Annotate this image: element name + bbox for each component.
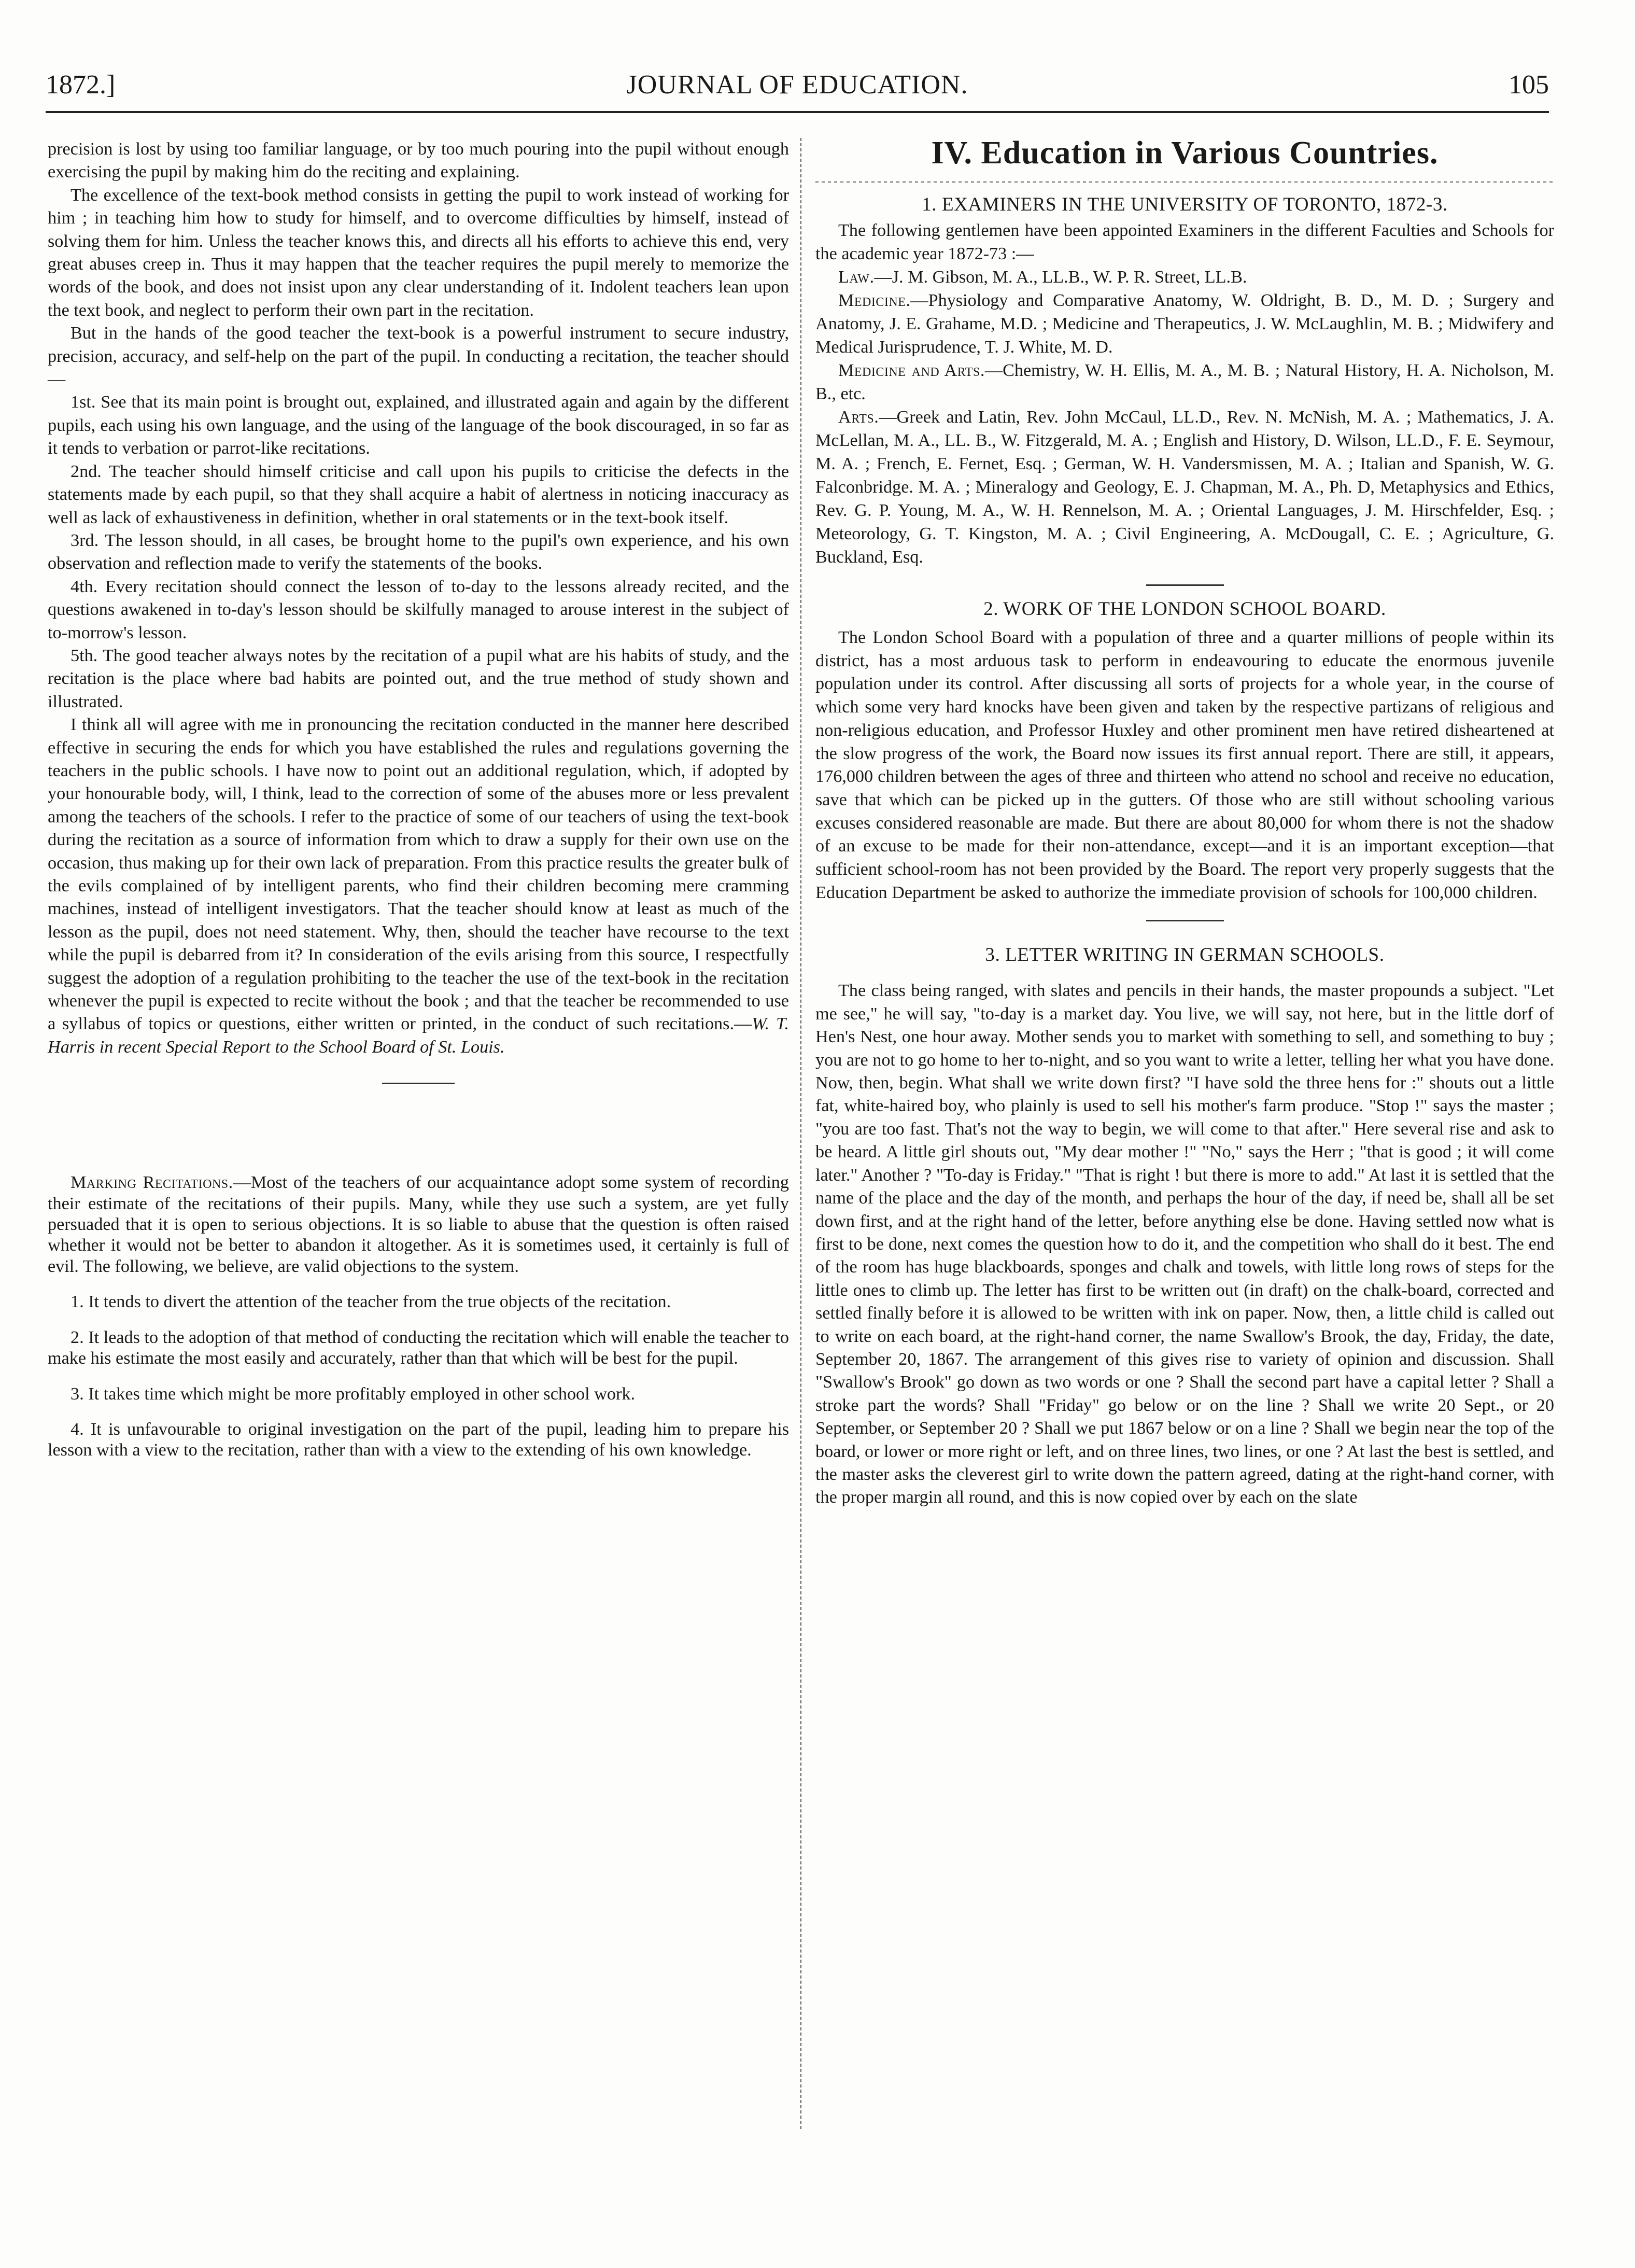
article-heading: 3. LETTER WRITING IN GERMAN SCHOOLS. (985, 944, 1385, 966)
faculty-examiners: —Chemistry, W. H. Ellis, M. A., M. B. ; Natural History, H. A. Nicholson, M. B., etc. (815, 361, 1554, 403)
faculty-examiners: —Greek and Latin, Rev. John McCaul, LL.D., Rev. N. McNish, M. A. ; Mathematics, J. A. McLellan, M. A., LL. B., W. Fitzgerald, M. A. ; English and History, D. Wilson, LL.D., F. E. Seymour, M. A. ; French, E. Fernet, Esq. ; German, W. H. Vandersmissen, M. A. ; Italian and Spanish, W. G. Falconbridge. M. A. ; Mineralogy and Geology, E. J. Chapman, M. A., Ph. D, Metaphysics and Ethics, Rev. G. P. Young, M. A., W. H. Rennelson, M. A. ; Oriental Languages, J. M. Hirschfelder, Esq. ; Meteorology, G. T. Kingston, M. A. ; Civil Engineering, A. McDougall, C. E. ; Agriculture, G. Buckland, Esq. (815, 408, 1554, 567)
objection-item: 1. It tends to divert the attention of the teacher from the true objects of the recitation. (71, 1292, 671, 1312)
marking-lead: Marking Recitations. (71, 1173, 233, 1193)
faculty-examiners: —J. M. Gibson, M. A., LL.B., W. P. R. Street, LL.B. (874, 268, 1247, 287)
separator-rule (1146, 920, 1224, 921)
left-column (48, 138, 789, 1461)
examiners-law (815, 265, 1554, 289)
objection-item: 2. It leads to the adoption of that method of conducting the recitation which will enable the teacher to make his estimate the most easily and accurately, rather than that which will be best for the pupil. (48, 1327, 789, 1368)
article-body: The London School Board with a population of three and a quarter millions of people within its district, has a most arduous task to perform in endeavouring to educate the enormous juvenile population under its control. After discussing all sorts of projects for a whole year, in the course of which some very hard knocks have been given and taken by the respective partizans of religious and non-religious education, and Professor Huxley and other prominent men have retired disheartened at the slow progress of the work, the Board now issues its first annual report. There are still, it appears, 176,000 children between the ages of three and thirteen who attend no school and receive no education, save that which can be picked up in the gutters. Of those who are still without schooling various excuses considered reasonable are made. But there are about 80,000 for whom there is not the shadow of an excuse to be made for their non-attendance, except—and it is an important exception—that sufficient school-room has not been provided by the Board. The report very properly suggests that the Education Department be asked to authorize the immediate provision of schools for 100,000 children. (815, 628, 1554, 902)
examiners-medicine (815, 289, 1554, 359)
examiners-arts (815, 405, 1554, 569)
title-underline (815, 177, 1554, 186)
column-divider (800, 138, 801, 2129)
article-letter-writing (815, 943, 1554, 1509)
paragraph-text-book-method: The excellence of the text-book method consists in getting the pupil to work instead of working for him ; in teaching him how to study for himself, and to overcome difficulties by himself, instead of solving them for him. Unless the teacher knows this, and directs all his efforts to achieve this end, very great abuses creep in. Thus it may happen that the teacher requires the pupil merely to memorize the words of the book, and does not insist upon any clear understanding of it. Indolent teachers lean upon the text book, and neglect to perform their own part in the recitation. (48, 185, 789, 320)
marking-intro (48, 1172, 789, 1277)
faculty-label: Medicine and Arts. (838, 361, 985, 380)
marking-body: —Most of the teachers of our acquaintance adopt some system of recording their estimate of the recitations of their pupils. Many, while they use such a system, are yet fully persuaded that it is open to serious objections. It is so liable to abuse that the question is often raised whether it would not be better to abandon it altogether. As it is sometimes used, it certainly is full of evil. The following, we believe, are valid objections to the system. (48, 1173, 789, 1276)
header-journal-title: JOURNAL OF EDUCATION. (626, 70, 968, 100)
objection-item: 4. It is unfavourable to original investigation on the part of the pupil, leading him to prepare his lesson with a view to the recitation, rather than with a view to the extending of his own knowledge. (48, 1419, 789, 1460)
separator-rule (382, 1083, 455, 1084)
paragraph-good-teacher: But in the hands of the good teacher the text-book is a powerful instrument to secure industry, precision, accuracy, and self-help on the part of the pupil. In conducting a recitation, the teacher should— (48, 324, 789, 389)
faculty-label: Medicine. (838, 291, 911, 310)
article-london-school-board (815, 597, 1554, 904)
article-intro: The following gentlemen have been appointed Examiners in the different Faculties and Schools for the academic year 1872-73 :— (815, 221, 1554, 263)
article-toronto-examiners (815, 193, 1554, 569)
paragraph-rule-2nd: 2nd. The teacher should himself criticise and call upon his pupils to criticise the defects in the statements made by each pupil, so that they shall acquire a habit of alertness in noticing inaccuracy as well as lack of exhaustiveness in definition, whether in oral statements or in the text-book itself. (48, 461, 789, 527)
examiners-medicine-and-arts (815, 359, 1554, 405)
running-header (46, 66, 1549, 113)
paragraph-precision: precision is lost by using too familiar language, or by too much pouring into the pupil without enough exercising the pupil by making him do the reciting and explaining. (48, 139, 789, 182)
paragraph-rule-3rd: 3rd. The lesson should, in all cases, be brought home to the pupil's own experience, and his own observation and reflection made to verify the statements of the books. (48, 530, 789, 573)
recommendation-text: I think all will agree with me in pronouncing the recitation conducted in the manner here described effective in securing the ends for which you have established the rules and regulations governing the teachers in the public schools. I have now to point out an additional regulation, which, if adopted by your honourable body, will, I think, lead to the correction of some of the abuses more or less prevalent among the teachers of the schools. I refer to the practice of some of our teachers of using the text-book during the recitation as a source of information from which to draw a supply for their own use on the occasion, thus making up for their own lack of preparation. From this practice results the greater bulk of the evils complained of by intelligent parents, who find their children becoming mere cramming machines, instead of intelligent investigators. That the teacher should know at least as much of the lesson as the pupil, does not need statement. Why, then, should the teacher have recourse to the text while the pupil is debarred from it? In consideration of the evils arising from this source, I respectfully suggest the adoption of a regulation prohibiting to the teacher the use of the text-book in the recitation whenever the pupil is expected to recite without the book ; and that the teacher be recommended to use a syllabus of topics or questions, either written or printed, in the conduct of such recitations.— (48, 715, 789, 1034)
paragraph-recommendation (48, 713, 789, 1059)
article-heading: 2. WORK OF THE LONDON SCHOOL BOARD. (983, 598, 1386, 620)
faculty-examiners: —Physiology and Comparative Anatomy, W. Oldright, B. D., M. D. ; Surgery and Anatomy, J. E. Grahame, M.D. ; Medicine and Therapeutics, J. W. McLaughlin, M. B. ; Midwifery and Medical Jurisprudence, T. J. White, M. D. (815, 291, 1554, 357)
objection-item: 3. It takes time which might be more profitably employed in other school work. (71, 1384, 636, 1404)
separator-rule (1146, 584, 1224, 586)
citation: W. T. Harris in recent Special Report to the School Board of St. Louis. (48, 1014, 789, 1057)
faculty-label: Law. (838, 268, 875, 287)
header-page-number: 105 (1509, 70, 1549, 100)
section-title: IV. Education in Various Countries. (931, 135, 1439, 171)
article-heading: 1. EXAMINERS IN THE UNIVERSITY OF TORONTO, 1872-3. (922, 194, 1448, 215)
article-body: The class being ranged, with slates and pencils in their hands, the master propounds a subject. "Let me see," he will say, "to-day is a market day. You live, we will say, not here, but in the little dorf of Hen's Nest, one hour away. Mother sends you to market with something to sell, and something to buy ; you are not to go home to her to-night, and so you want to write a letter, telling her what you have done. Now, then, begin. What shall we write down first? "I have sold the three hens for :" shouts out a little fat, white-haired boy, who plainly is used to sell his mother's farm produce. "Stop !" says the master ; "you are too fast. That's not the way to begin, we will come to that after." Here several rise and ask to be heard. A little girl shouts out, "My dear mother !" "No," says the Herr ; "that is good ; it will come later." Another ? "To-day is Friday." "That is right ! but there is more to add." At last it is settled that the name of the place and the day of the month, and perhaps the hour of the day, if need be, shall all be set down first, and at the right hand of the letter, before anything else be done. Having settled now what is first to be done, next comes the question how to do it, and the competition who shall do it best. The end of the room has huge blackboards, sponges and chalk and towels, with little long rows of steps for the little ones to climb up. The letter has first to be written out (in draft) on the chalk-board, corrected and settled finally before it is allowed to be written with ink on paper. Now, then, a little child is called out to write on each board, at the right-hand corner, the name Swallow's Brook, the day, Friday, the date, September 20, 1867. The arrangement of this gives rise to variety of opinion and discussion. Shall "Swallow's Brook" go down as two words or one ? Shall the second part have a capital letter ? Shall a stroke part the words? Shall "Friday" go below or on the line ? Shall we write 20 Sept., or 20 September, or September 20 ? Shall we put 1867 below or on a line ? Shall we begin near the top of the board, or lower or more right or left, and on three lines, two lines, or one ? At last the best is settled, and the master asks the cleverest girl to write down the pattern agreed, dating at the right-hand corner, with the proper margin all round, and this is now copied over by each on the slate (815, 981, 1554, 1507)
header-year: 1872.] (46, 70, 116, 100)
marking-recitations-article (48, 1172, 789, 1461)
paragraph-rule-1st: 1st. See that its main point is brought out, explained, and illustrated again and again by the different pupils, each using his own language, and the using of the language of the book discouraged, in so far as it tends to verbation or parrot-like recitations. (48, 393, 789, 458)
faculty-label: Arts. (838, 408, 879, 427)
paragraph-rule-4th: 4th. Every recitation should connect the lesson of to-day to the lessons already recited, and the questions awakened in to-day's lesson should be skilfully managed to arouse interest in the subject of to-morrow's lesson. (48, 577, 789, 642)
right-column (815, 135, 1554, 1509)
paragraph-rule-5th: 5th. The good teacher always notes by the recitation of a pupil what are his habits of study, and the recitation is the place where bad habits are pointed out, and the true method of study shown and illustrated. (48, 646, 789, 711)
